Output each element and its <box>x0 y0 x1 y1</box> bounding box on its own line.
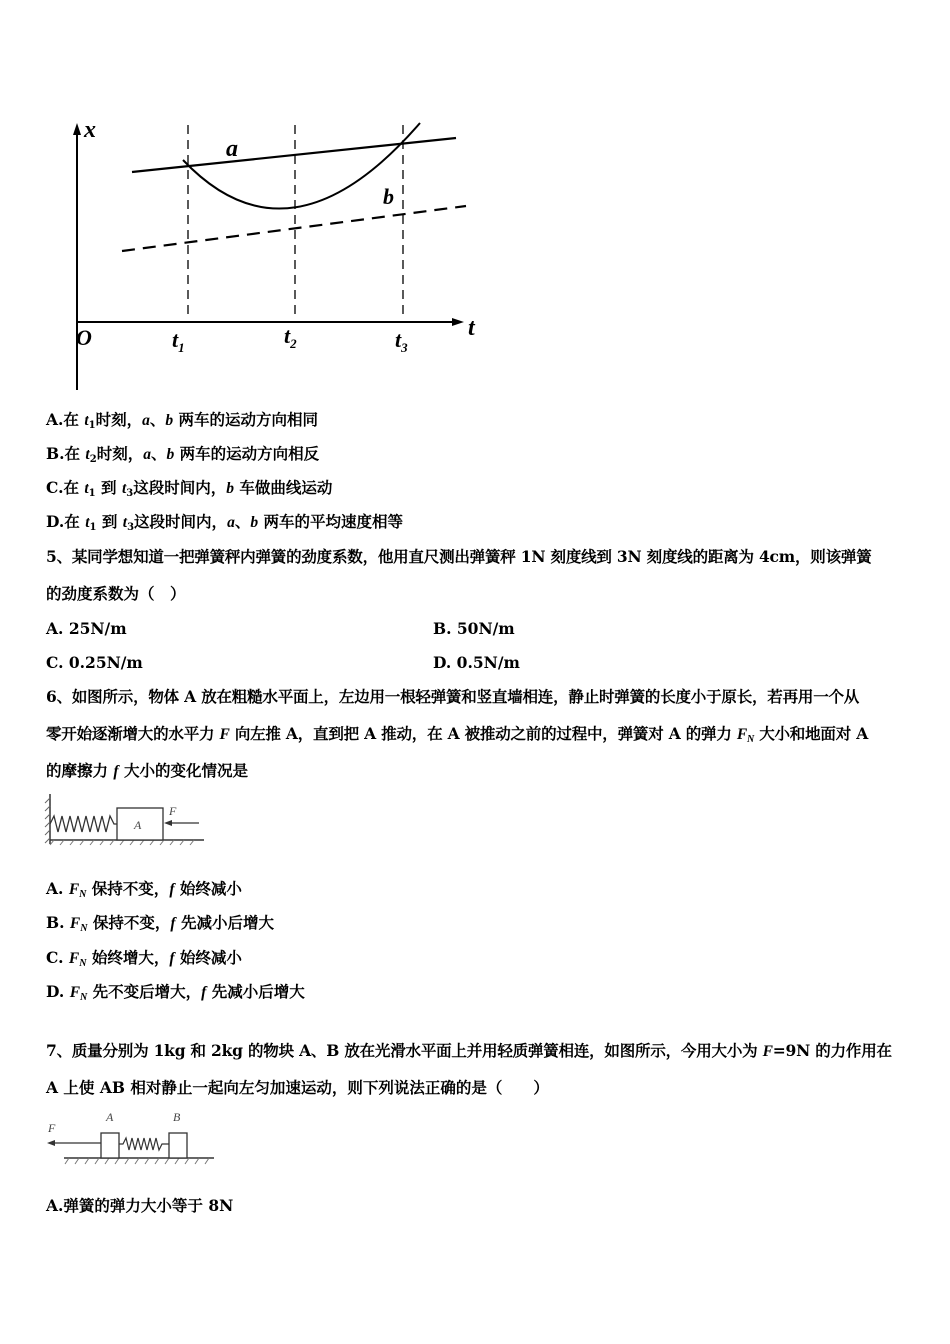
q6-option-d: D. $F_N$ 先不变后增大，f 先减小后增大 <box>46 982 305 1003</box>
q7-stem-line1: 7、质量分别为 1kg 和 2kg 的物块 A、B 放在光滑水平面上并用轻质弹簧相连，如图所示，今用大小为 F=9N 的力作用在 <box>46 1041 892 1060</box>
block-a <box>101 1133 119 1158</box>
block-a-label: A <box>134 818 142 832</box>
q4-option-c: C.在 $t_1$ 到 $t_3$这段时间内，b 车做曲线运动 <box>46 478 333 499</box>
spring <box>50 816 117 832</box>
force-arrowhead <box>164 820 172 826</box>
t2-label: $t_2$ <box>284 323 297 351</box>
q7-stem-line2: A 上使 AB 相对静止一起向左匀加速运动，则下列说法正确的是（ ） <box>46 1078 549 1097</box>
q4-option-a: A.在 $t_1$时刻，a、b 两车的运动方向相同 <box>46 410 319 431</box>
x-axis-arrow <box>73 123 81 135</box>
q5-option-a: A. 25N/m <box>46 619 127 638</box>
force-arrowhead <box>47 1140 55 1146</box>
xt-graph-figure <box>60 115 500 395</box>
q4-option-d: D.在 $t_1$ 到 $t_3$这段时间内，a、b 两车的平均速度相等 <box>46 512 403 533</box>
q5-stem-line1: 5、某同学想知道一把弹簧秤内弹簧的劲度系数，他用直尺测出弹簧秤 1N 刻度线到 3N 刻度线的距离为 4cm，则该弹簧 <box>46 547 872 566</box>
block-b <box>169 1133 187 1158</box>
q6-option-a: A. $F_N$ 保持不变，f 始终减小 <box>46 879 242 900</box>
t3-label: $t_3$ <box>395 327 408 355</box>
q5-option-d: D. 0.5N/m <box>433 653 520 672</box>
q6-stem-line2: 零开始逐渐增大的水平力 F 向左推 A，直到把 A 推动，在 A 被推动之前的过程中，弹簧对 A 的弹力 $F_N$ 大小和地面对 A <box>46 724 869 745</box>
q6-option-c: C. $F_N$ 始终增大，f 始终减小 <box>46 948 242 969</box>
q7-two-block-figure <box>44 1108 219 1170</box>
ground-hatch <box>65 1158 209 1164</box>
block-b-label: B <box>173 1110 181 1124</box>
q7-option-a: A.弹簧的弹力大小等于 8N <box>46 1196 234 1215</box>
spring <box>119 1138 169 1150</box>
q6-stem-line1: 6、如图所示，物体 A 放在粗糙水平面上，左边用一根轻弹簧和竖直墙相连，静止时弹簧的长度小于原长，若再用一个从 <box>46 687 860 706</box>
force-label: F <box>169 804 177 818</box>
q5-stem-line2: 的劲度系数为（ ） <box>46 584 186 603</box>
block-a-label: A <box>106 1110 114 1124</box>
line-a <box>132 138 456 172</box>
t-axis-arrow <box>452 318 464 326</box>
q6-option-b: B. $F_N$ 保持不变，f 先减小后增大 <box>46 913 274 934</box>
force-label: F <box>48 1121 56 1135</box>
line-a-label: a <box>226 136 238 162</box>
origin-label: O <box>76 325 92 350</box>
q6-spring-block-figure <box>44 790 209 850</box>
q5-option-b: B. 50N/m <box>433 619 515 638</box>
curve-b-label: b <box>383 184 394 209</box>
q4-option-b: B.在 $t_2$时刻，a、b 两车的运动方向相反 <box>46 444 320 465</box>
q5-option-c: C. 0.25N/m <box>46 653 143 672</box>
axis-x-label: x <box>84 117 96 143</box>
tangent-dashed-line <box>122 206 466 251</box>
t1-label: $t_1$ <box>172 327 185 355</box>
q6-stem-line3: 的摩擦力 f 大小的变化情况是 <box>46 761 248 780</box>
axis-t-label: t <box>468 315 475 341</box>
